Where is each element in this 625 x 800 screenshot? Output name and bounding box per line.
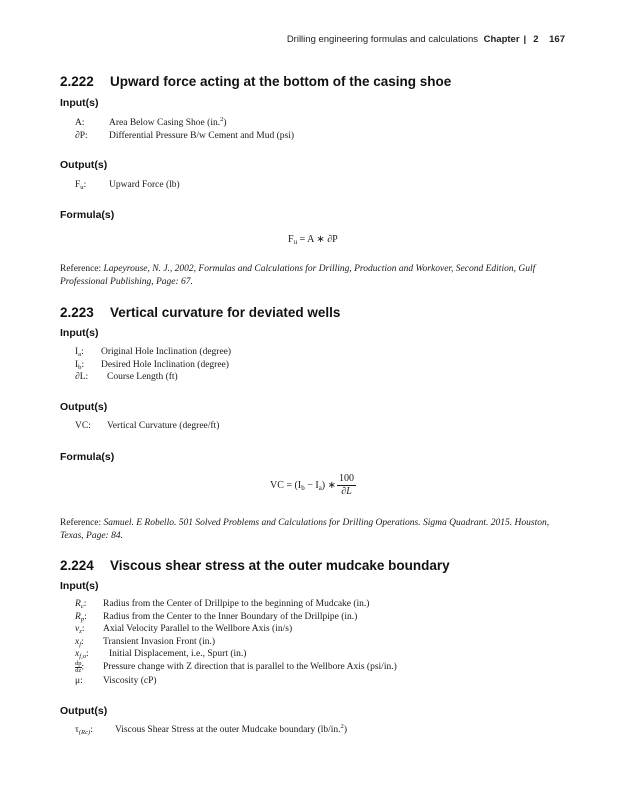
definition-symbol: $\tau_{(Rc)}$: bbox=[75, 725, 93, 736]
page-number: 167 bbox=[549, 34, 565, 45]
section-223-reference: Reference: Samuel. E Robello. 501 Solved Problems and Calculations for Drilling Operations. Sigma Quadrant. 2015. Houston, Texas, Page: 84. bbox=[60, 518, 550, 541]
section-223-formula: VC = $(I_b - I_a)$ ∗ $\frac{100}{\partial L}$ bbox=[270, 473, 355, 497]
definition-row bbox=[75, 371, 231, 384]
definition-row bbox=[75, 130, 294, 143]
section-224-input-label: Input(s) bbox=[60, 580, 99, 592]
definition-row bbox=[75, 179, 180, 192]
definition-symbol: $x_{f,o}$: bbox=[75, 649, 89, 660]
definition-description: Desired Hole Inclination (degree) bbox=[101, 359, 229, 370]
definition-row bbox=[75, 598, 397, 611]
definition-row bbox=[75, 359, 231, 372]
definition-symbol: μ: bbox=[75, 675, 83, 686]
definition-description: Differential Pressure B/w Cement and Mud (psi) bbox=[109, 130, 295, 141]
section-number: 2.224 bbox=[60, 558, 94, 573]
section-222-heading bbox=[60, 74, 451, 89]
definition-symbol: ∂L: bbox=[75, 372, 89, 382]
section-222-reference: Reference: Lapeyrouse, N. J., 2002, Formulas and Calculations for Drilling, Production and Workover, Second Edition, Gulf Professional Publishing, Page: 67. bbox=[60, 264, 536, 287]
definition-description: Viscosity (cP) bbox=[103, 675, 157, 686]
definition-description: Upward Force (lb) bbox=[109, 180, 180, 190]
section-223-input-list bbox=[75, 346, 231, 384]
definition-description: Initial Displacement, i.e., Spurt (in.) bbox=[109, 649, 247, 659]
definition-symbol: $v_z$: bbox=[75, 624, 85, 635]
definition-row bbox=[75, 724, 347, 737]
definition-description: Area Below Casing Shoe (in.$^2$) bbox=[109, 116, 227, 128]
definition-row bbox=[75, 420, 219, 433]
section-222-formula: $F_u = A$ ∗ ∂P bbox=[288, 234, 338, 246]
definition-description: Vertical Curvature (degree/ft) bbox=[107, 421, 220, 431]
definition-symbol: $I_a$: bbox=[75, 347, 84, 358]
section-224-output-label: Output(s) bbox=[60, 705, 108, 717]
definition-row bbox=[75, 636, 397, 649]
definition-symbol: $R_c$: bbox=[75, 599, 87, 610]
running-head-title: Drilling engineering formulas and calculations bbox=[286, 34, 478, 45]
definition-row bbox=[75, 623, 397, 636]
definition-description: Original Hole Inclination (degree) bbox=[101, 347, 232, 357]
definition-description: Viscous Shear Stress at the outer Mudcake boundary (lb/in.$^2$) bbox=[115, 723, 348, 735]
definition-symbol: A: bbox=[75, 118, 85, 128]
section-title: Viscous shear stress at the outer mudcake boundary bbox=[110, 558, 450, 573]
definition-row bbox=[75, 661, 397, 675]
section-title: Upward force acting at the bottom of the casing shoe bbox=[110, 74, 452, 89]
chapter-number: 2 bbox=[533, 34, 539, 45]
definition-row bbox=[75, 117, 294, 130]
definition-symbol: VC: bbox=[75, 421, 91, 431]
definition-symbol: $F_u$: bbox=[75, 180, 87, 191]
section-222-formula-label: Formula(s) bbox=[60, 209, 115, 221]
section-223-formula-label: Formula(s) bbox=[60, 451, 115, 463]
section-224-input-list bbox=[75, 598, 397, 687]
section-224-heading bbox=[60, 558, 450, 573]
section-title: Vertical curvature for deviated wells bbox=[110, 305, 341, 320]
section-223-output-label: Output(s) bbox=[60, 401, 108, 413]
definition-description: Axial Velocity Parallel to the Wellbore Axis (in/s) bbox=[103, 624, 293, 634]
section-224-output-list bbox=[75, 724, 347, 737]
reference-citation: Lapeyrouse, N. J., 2002, Formulas and Calculations for Drilling, Production and Workover, Second Edition, Gulf Professional Publishing, Page: 67. bbox=[60, 264, 536, 287]
definition-description: Transient Invasion Front (in.) bbox=[103, 636, 216, 647]
definition-row bbox=[75, 648, 397, 661]
definition-symbol: $\frac{dp}{dz}$ : bbox=[75, 659, 85, 674]
section-number: 2.222 bbox=[60, 74, 94, 89]
formula-fraction: $\frac{100}{\partial L}$ bbox=[339, 473, 355, 497]
definition-symbol: $R_p$: bbox=[75, 611, 87, 623]
chapter-label: Chapter bbox=[483, 34, 520, 45]
running-head: Drilling engineering formulas and calculations Chapter | 2 167 bbox=[286, 34, 565, 45]
section-222-input-label: Input(s) bbox=[60, 97, 99, 109]
reference-citation: Samuel. E Robello. 501 Solved Problems and Calculations for Drilling Operations. Sigma Quadrant. 2015. Houston, Texas, Page: 84. bbox=[60, 518, 550, 541]
definition-description: Pressure change with Z direction that is parallel to the Wellbore Axis (psi/in.) bbox=[103, 662, 397, 673]
definition-description: Radius from the Center to the Inner Boundary of the Drillpipe (in.) bbox=[103, 611, 358, 622]
section-223-heading bbox=[60, 305, 340, 320]
section-222-input-list bbox=[75, 117, 294, 142]
definition-description: Course Length (ft) bbox=[107, 372, 178, 382]
section-222-output-list bbox=[75, 179, 180, 192]
section-number: 2.223 bbox=[60, 305, 94, 320]
definition-row bbox=[75, 611, 397, 624]
definition-row bbox=[75, 675, 397, 688]
definition-symbol: $x_f$: bbox=[75, 636, 84, 648]
definition-symbol: $I_b$: bbox=[75, 359, 85, 371]
definition-description: Radius from the Center of Drillpipe to the beginning of Mudcake (in.) bbox=[103, 599, 370, 609]
section-223-output-list bbox=[75, 420, 219, 433]
definition-row bbox=[75, 346, 231, 359]
definition-symbol: ∂P: bbox=[75, 130, 88, 141]
section-223-input-label: Input(s) bbox=[60, 327, 99, 339]
section-222-output-label: Output(s) bbox=[60, 159, 108, 171]
